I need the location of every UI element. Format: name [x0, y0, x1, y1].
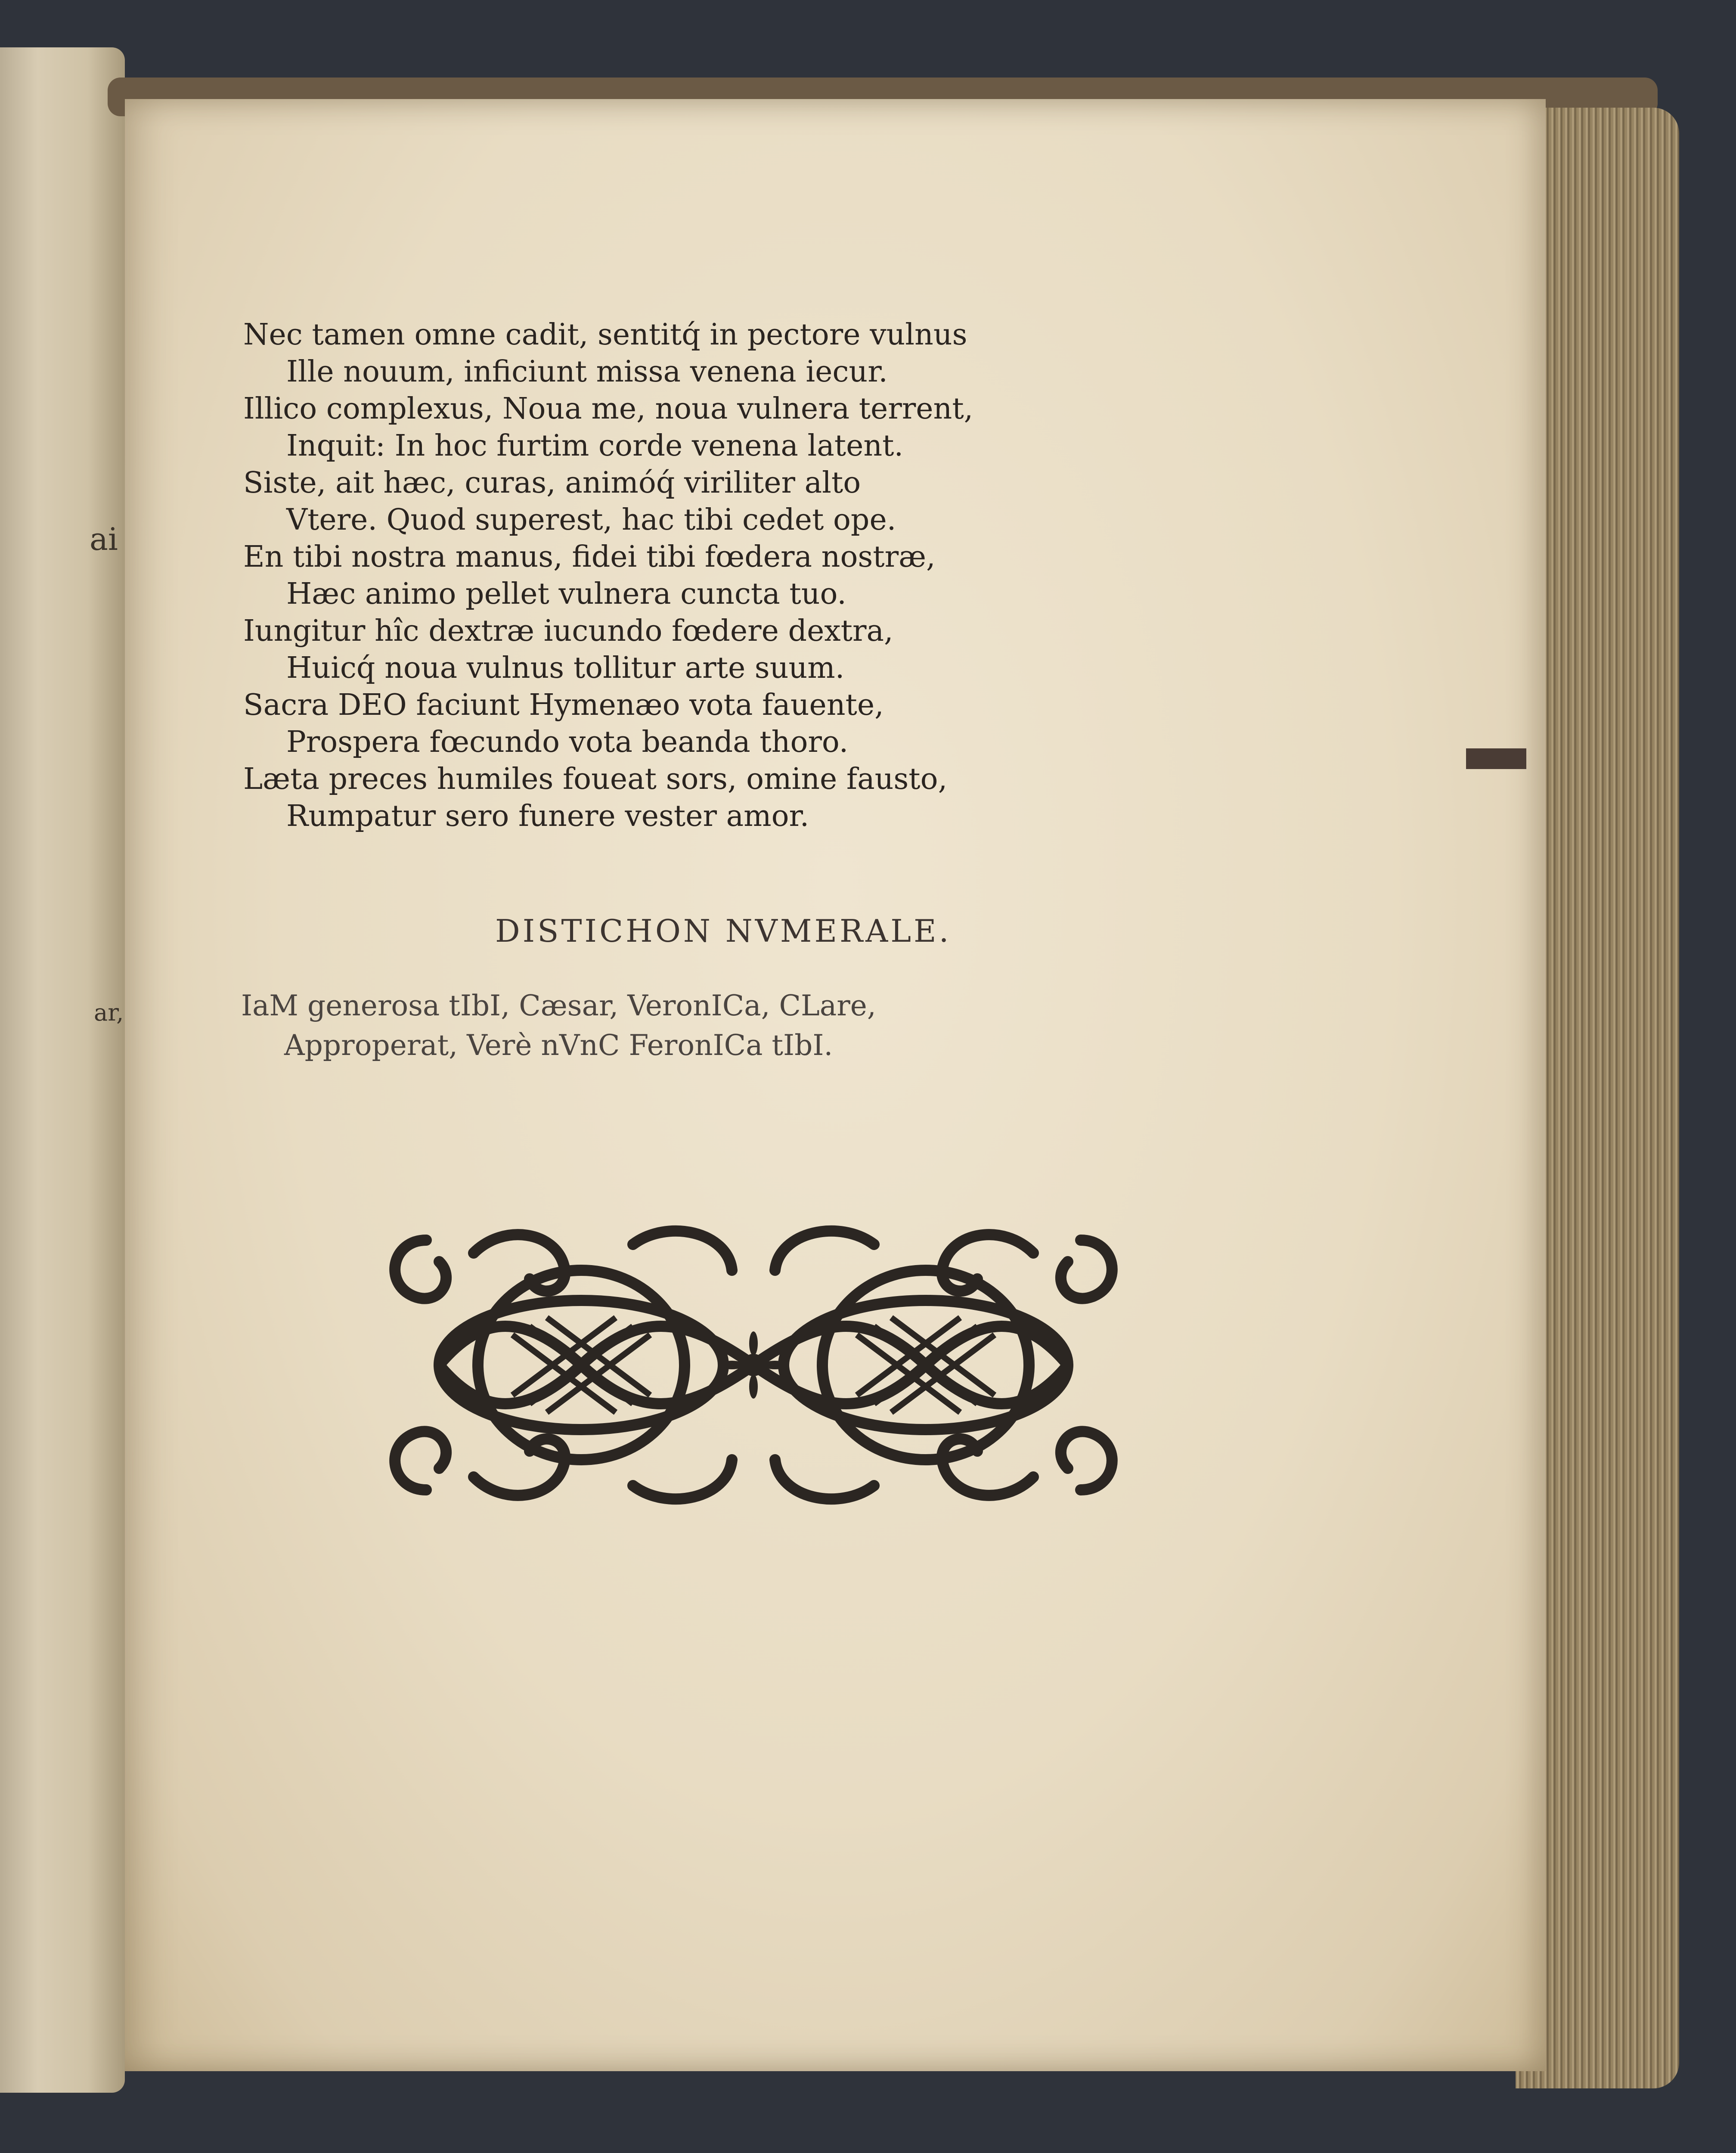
poem-line: Nec tamen omne cadit, sentitq́ in pectore vulnus: [243, 318, 967, 352]
poem-line: Illico complexus, Noua me, noua vulnera terrent,: [243, 392, 973, 426]
poem-line: Hæc animo pellet vulnera cuncta tuo.: [286, 577, 846, 611]
facing-page-edge: [0, 47, 125, 2093]
poem-line: Vtere. Quod superest, hac tibi cedet ope.: [286, 503, 896, 537]
poem-line: Læta preces humiles foueat sors, omine fausto,: [243, 762, 948, 796]
poem-line: Inquit: In hoc furtim corde venena latent.: [286, 429, 904, 463]
poem-line: En tibi nostra manus, fidei tibi fœdera nostræ,: [243, 540, 936, 574]
poem-line: Ille nouum, inficiunt missa venena iecur.: [286, 355, 888, 389]
page-tab-marker: [1466, 748, 1526, 769]
poem-line: Prospera fœcundo vota beanda thoro.: [286, 725, 849, 759]
facing-page-text-fragment: ar,: [94, 999, 124, 1026]
poem-line: Rumpatur sero funere vester amor.: [286, 799, 809, 833]
section-heading: DISTICHON NVMERALE.: [495, 913, 952, 949]
poem-block: [243, 316, 1277, 835]
poem-line: Sacra DEO faciunt Hymenæo vota fauente,: [243, 688, 884, 722]
interlace-ornament-icon: [375, 1214, 1132, 1516]
poem-line: Iungitur hîc dextræ iucundo fœdere dextra,: [243, 614, 893, 648]
poem-line: Siste, ait hæc, curas, animóq́ viriliter alto: [243, 466, 861, 500]
facing-page-text-fragment: ai: [90, 521, 118, 557]
poem-line: Huicq́ noua vulnus tollitur arte suum.: [286, 651, 845, 685]
distich-line: Approperat, Verè nVnC FeronICa tIbI.: [284, 1029, 833, 1062]
distich-block: [241, 986, 1188, 1065]
distich-line: IaM generosa tIbI, Cæsar, VeronICa, CLare,: [241, 989, 876, 1022]
